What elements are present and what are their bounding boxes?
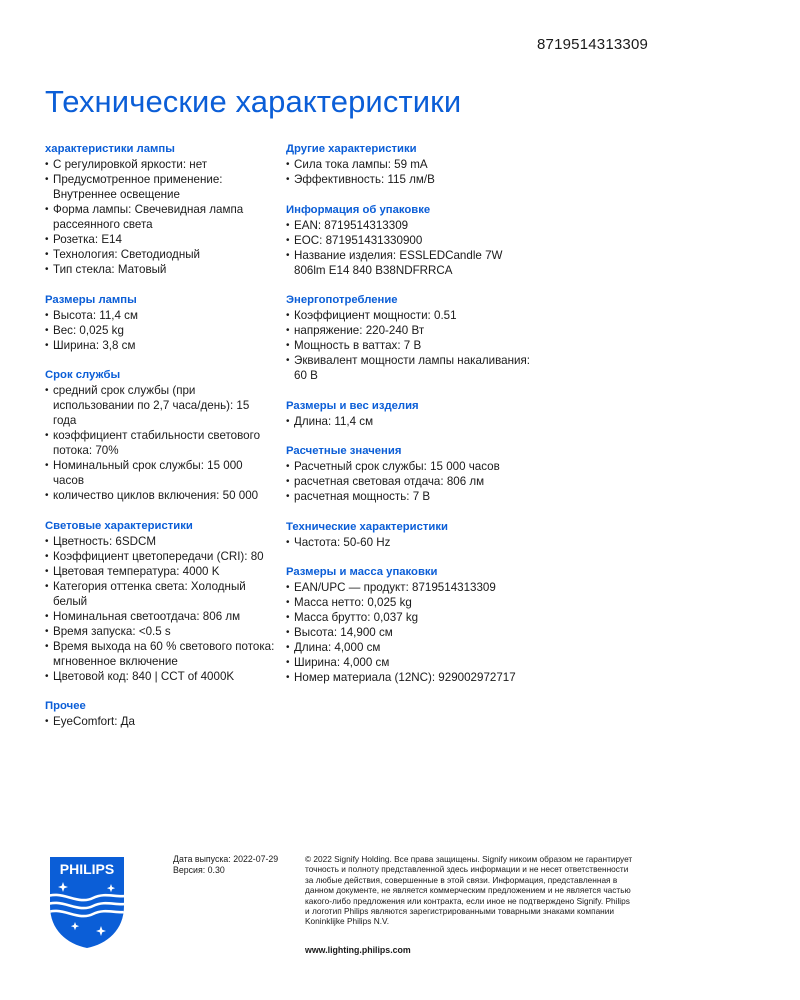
spec-item: • EyeComfort: Да <box>45 714 275 729</box>
spec-item: • Длина: 4,000 см <box>286 640 531 655</box>
spec-item: • Масса брутто: 0,037 kg <box>286 610 531 625</box>
spec-item: • Тип стекла: Матовый <box>45 262 275 277</box>
spec-item: • Форма лампы: Свечевидная лампа рассеянного света <box>45 202 275 232</box>
spec-section <box>286 142 531 187</box>
spec-item: • Время запуска: <0.5 s <box>45 624 275 639</box>
spec-list <box>45 308 275 353</box>
spec-list <box>286 218 531 278</box>
spec-list <box>286 308 531 383</box>
section-title: Энергопотребление <box>286 294 398 306</box>
website-link[interactable]: www.lighting.philips.com <box>305 945 411 955</box>
spec-list <box>286 414 531 429</box>
spec-item: • Вес: 0,025 kg <box>45 323 275 338</box>
product-code: 8719514313309 <box>537 36 649 53</box>
spec-item: • Технология: Светодиодный <box>45 247 275 262</box>
spec-list <box>45 714 275 729</box>
spec-item: • Ширина: 4,000 см <box>286 655 531 670</box>
spec-item: • Расчетный срок службы: 15 000 часов <box>286 459 531 474</box>
spec-item: • Эквивалент мощности лампы накаливания: 60 В <box>286 353 531 383</box>
logo-text: PHILIPS <box>59 861 115 877</box>
spec-item: • Розетка: E14 <box>45 232 275 247</box>
section-title: Технические характеристики <box>286 520 448 533</box>
philips-shield-logo <box>47 854 127 950</box>
spec-list <box>286 157 531 187</box>
spec-item: • С регулировкой яркости: нет <box>45 157 275 172</box>
spec-item: • Цветовой код: 840 | CCT of 4000K <box>45 669 275 684</box>
section-title: Другие характеристики <box>286 143 417 155</box>
spec-section <box>45 142 275 277</box>
spec-item: • Цветность: 6SDCM <box>45 534 275 549</box>
spec-list <box>45 534 275 684</box>
spec-item: • Номер материала (12NC): 929002972717 <box>286 670 531 685</box>
spec-item: • Ширина: 3,8 см <box>45 338 275 353</box>
left-column <box>45 142 275 745</box>
section-title: характеристики лампы <box>45 143 175 155</box>
spec-item: • Коэффициент цветопередачи (CRI): 80 <box>45 549 275 564</box>
right-column <box>286 142 531 701</box>
spec-item: • средний срок службы (при использовании по 2,7 часа/день): 15 года <box>45 383 275 428</box>
spec-item: • Эффективность: 115 лм/В <box>286 172 531 187</box>
spec-item: • расчетная мощность: 7 В <box>286 489 531 504</box>
spec-item: • Предусмотренное применение: Внутреннее освещение <box>45 172 275 202</box>
spec-item: • EOC: 871951431330900 <box>286 233 531 248</box>
spec-item: • напряжение: 220-240 Вт <box>286 323 531 338</box>
section-title: Расчетные значения <box>286 445 402 457</box>
spec-item: • Категория оттенка света: Холодный белый <box>45 579 275 609</box>
spec-item: • Длина: 11,4 см <box>286 414 531 429</box>
section-title: Световые характеристики <box>45 519 193 532</box>
spec-item: • Мощность в ваттах: 7 В <box>286 338 531 353</box>
spec-list <box>286 580 531 685</box>
spec-item: • количество циклов включения: 50 000 <box>45 488 275 503</box>
release-date: Дата выпуска: 2022-07-29 <box>173 854 279 864</box>
spec-item: • Масса нетто: 0,025 kg <box>286 595 531 610</box>
spec-item: • расчетная световая отдача: 806 лм <box>286 474 531 489</box>
section-title: Срок службы <box>45 369 121 381</box>
section-title: Размеры и масса упаковки <box>286 566 438 578</box>
spec-item: • Время выхода на 60 % светового потока: мгновенное включение <box>45 639 275 669</box>
spec-section <box>286 520 531 550</box>
spec-section <box>286 444 531 504</box>
spec-item: • Номинальный срок службы: 15 000 часов <box>45 458 275 488</box>
spec-section <box>45 699 275 729</box>
spec-list <box>45 157 275 277</box>
spec-item: • Название изделия: ESSLEDCandle 7W 806lm E14 840 B38NDFRRCA <box>286 248 531 278</box>
spec-item: • Сила тока лампы: 59 mA <box>286 157 531 172</box>
spec-item: • коэффициент стабильности светового потока: 70% <box>45 428 275 458</box>
spec-section <box>286 203 531 278</box>
section-title: Размеры и вес изделия <box>286 399 419 412</box>
spec-item: • Высота: 14,900 см <box>286 625 531 640</box>
spec-item: • Коэффициент мощности: 0.51 <box>286 308 531 323</box>
spec-list <box>45 383 275 503</box>
section-title: Информация об упаковке <box>286 203 431 216</box>
spec-list <box>286 459 531 504</box>
spec-item: • Номинальная светоотдача: 806 лм <box>45 609 275 624</box>
spec-list <box>286 535 531 550</box>
spec-section <box>45 519 275 684</box>
spec-section <box>286 565 531 685</box>
spec-item: • EAN/UPC — продукт: 8719514313309 <box>286 580 531 595</box>
section-title: Прочее <box>45 700 86 712</box>
spec-item: • Высота: 11,4 см <box>45 308 275 323</box>
legal-text: © 2022 Signify Holding. Все права защищены. Signify никоим образом не гарантирует точность и полноту представленной здесь информации и не несет ответственности за любые действия, совершенные в этой связи. Информация, представленная в данном документе, не является коммерческим предложением и не является частью какого-либо предложения или контракта, если иное не подтверждено Signify. Philips и логотип Philips являются зарегистрированными товарными знаками компании Koninklijke Philips N.V. <box>305 854 633 927</box>
spec-item: • Цветовая температура: 4000 K <box>45 564 275 579</box>
spec-section <box>286 399 531 429</box>
spec-section <box>286 293 531 383</box>
spec-item: • EAN: 8719514313309 <box>286 218 531 233</box>
version: Версия: 0.30 <box>173 864 225 875</box>
section-title: Размеры лампы <box>45 293 137 306</box>
spec-item: • Частота: 50-60 Hz <box>286 535 531 550</box>
page-title: Технические характеристики <box>45 84 462 119</box>
spec-section <box>45 293 275 353</box>
footer <box>47 854 767 964</box>
spec-section <box>45 368 275 503</box>
release-info <box>173 854 278 875</box>
